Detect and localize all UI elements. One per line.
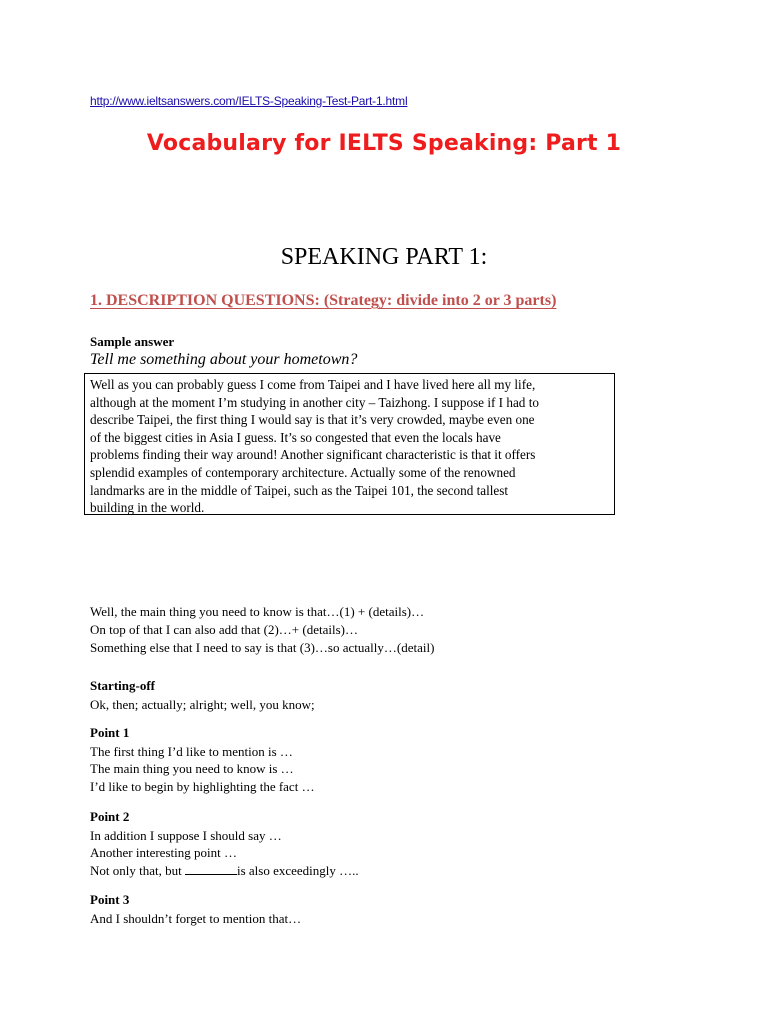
- template-line: On top of that I can also add that (2)…+ (details)…: [90, 622, 358, 637]
- phrase-line: Ok, then; actually; alright; well, you know;: [90, 696, 315, 712]
- page-title: Vocabulary for IELTS Speaking: Part 1: [146, 131, 622, 156]
- phrase-line: Another interesting point …: [90, 845, 237, 860]
- answer-line: Well as you can probably guess I come from Taipei and I have lived here all my life,: [90, 377, 536, 392]
- answer-line: describe Taipei, the first thing I would say is that it’s very crowded, maybe even one: [90, 412, 535, 428]
- point-3-heading: Point 3: [90, 892, 130, 907]
- starting-off-block: [90, 677, 315, 713]
- section-title: SPEAKING PART 1:: [280, 244, 488, 270]
- phrase-line-with-blank: [90, 862, 359, 880]
- blank-line-after: is also exceedingly …..: [236, 862, 359, 878]
- phrase-line: In addition I suppose I should say …: [90, 827, 282, 843]
- template-line: Well, the main thing you need to know is that…(1) + (details)…: [90, 604, 425, 619]
- source-link[interactable]: http://www.ieltsanswers.com/IELTS-Speaking-Test-Part-1.html: [90, 94, 408, 108]
- point-1-block: [90, 724, 315, 795]
- answer-line: of the biggest cities in Asia I guess. It’s so congested that even the locals have: [90, 429, 501, 445]
- blank-line-before: Not only that, but: [90, 862, 185, 878]
- point-2-block: [90, 808, 359, 879]
- starting-off-heading: Starting-off: [90, 678, 155, 693]
- answer-line: building in the world.: [90, 500, 205, 516]
- fill-in-blank: [185, 862, 237, 875]
- point-2-heading: Point 2: [90, 809, 130, 824]
- template-line: Something else that I need to say is that (3)…so actually…(detail): [90, 640, 435, 655]
- answer-line: although at the moment I’m studying in another city – Taizhong. I suppose if I had to: [90, 394, 539, 410]
- point-1-heading: Point 1: [90, 725, 130, 740]
- point-3-block: [90, 891, 301, 927]
- answer-line: landmarks are in the middle of Taipei, such as the Taipei 101, the second tallest: [90, 482, 509, 498]
- sample-answer-label: Sample answer: [90, 334, 175, 349]
- answer-template: [90, 603, 434, 657]
- question-heading: 1. DESCRIPTION QUESTIONS: (Strategy: divide into 2 or 3 parts): [90, 292, 557, 309]
- phrase-line: The main thing you need to know is …: [90, 761, 294, 776]
- answer-line: splendid examples of contemporary architecture. Actually some of the renowned: [90, 464, 516, 480]
- sample-question: Tell me something about your hometown?: [90, 351, 358, 368]
- sample-answer-box: [84, 373, 615, 515]
- answer-line: problems finding their way around! Another significant characteristic is that it offers: [90, 447, 536, 463]
- phrase-line: And I shouldn’t forget to mention that…: [90, 910, 302, 926]
- phrase-line: I’d like to begin by highlighting the fact …: [90, 778, 315, 794]
- phrase-line: The first thing I’d like to mention is …: [90, 743, 293, 759]
